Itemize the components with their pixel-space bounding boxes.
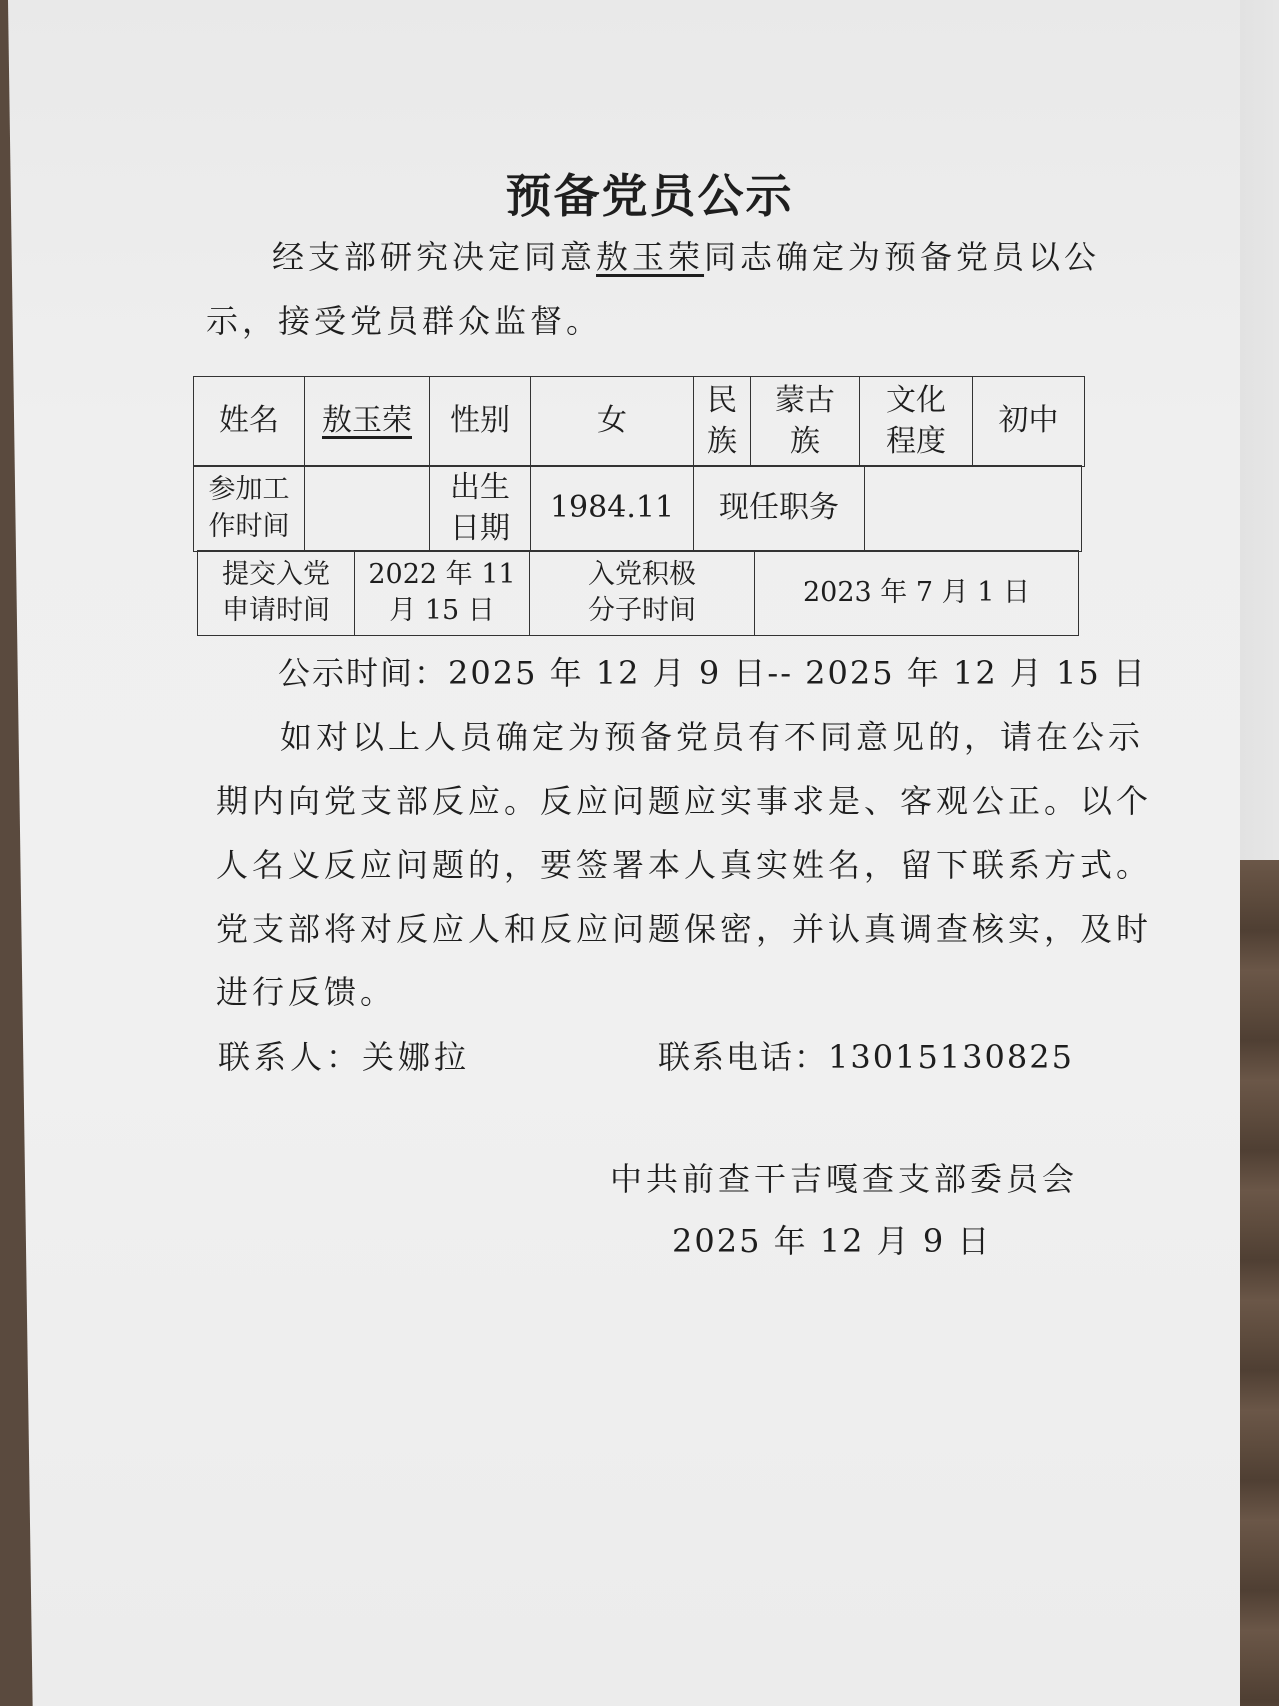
ethnic-value-line-2: 族: [790, 423, 820, 459]
body-line-1: 如对以上人员确定为预备党员有不同意见的，请在公示: [280, 718, 1145, 756]
notice-title: 预备党员公示: [505, 169, 794, 223]
ethnic-label-line-1: 民: [707, 383, 737, 418]
gender-label: 性别: [430, 377, 531, 467]
name-value: [305, 377, 430, 467]
birth-value: 1984.11: [531, 466, 694, 552]
apply-time-value-line-1: 2022 年 11: [368, 558, 516, 590]
body-line-2: 期内向党支部反应。反应问题应实事求是、客观公正。以个: [216, 782, 1153, 820]
body-line-4: 党支部将对反应人和反应问题保密，并认真调查核实，及时: [216, 910, 1153, 948]
info-table-row-3: [197, 550, 1079, 636]
gender-value: 女: [531, 377, 694, 467]
education-label-line-1: 文化: [886, 383, 946, 418]
work-time-label: [194, 466, 305, 552]
name-label: 姓名: [194, 377, 305, 467]
activist-time-label-line-2: 分子时间: [588, 595, 696, 626]
intro-line-2: 示，接受党员群众监督。: [206, 302, 603, 340]
apply-time-value: [355, 551, 530, 636]
ethnic-value: [751, 377, 860, 467]
birth-label-line-2: 日期: [450, 510, 510, 546]
contact-person: 联系人：关娜拉: [218, 1038, 471, 1076]
work-time-value: [305, 466, 430, 552]
info-table-row-1: [193, 376, 1085, 467]
education-label-line-2: 程度: [886, 423, 946, 459]
activist-time-label-line-1: 入党积极: [588, 558, 696, 590]
activist-time-label: [530, 551, 755, 636]
intro-member-name: 敖玉荣: [596, 238, 705, 276]
birth-label: [430, 466, 531, 552]
issuing-organization: 中共前查干吉嘎查支部委员会: [610, 1160, 1079, 1198]
work-time-label-line-2: 作时间: [208, 510, 290, 542]
education-value: 初中: [973, 377, 1085, 467]
info-table-row-2: [193, 465, 1082, 552]
body-line-5: 进行反馈。: [216, 973, 397, 1011]
name-value-text: 敖玉荣: [322, 403, 412, 439]
apply-time-label: [198, 551, 355, 636]
contact-phone: 联系电话：13015130825: [658, 1038, 1074, 1076]
ethnic-value-line-1: 蒙古: [775, 383, 835, 418]
apply-time-value-line-2: 月 15 日: [389, 595, 495, 626]
post-value: [865, 466, 1082, 552]
ethnic-label: [694, 377, 751, 467]
publicity-period: 公示时间：2025 年 12 月 9 日-- 2025 年 12 月 15 日: [278, 654, 1147, 692]
ethnic-label-line-2: 族: [707, 423, 737, 459]
apply-time-label-line-1: 提交入党: [222, 558, 330, 590]
intro-line-1: [272, 232, 1100, 278]
birth-label-line-1: 出生: [450, 470, 510, 505]
apply-time-label-line-2: 申请时间: [222, 595, 330, 626]
work-time-label-line-1: 参加工: [208, 474, 290, 506]
activist-time-value: 2023 年 7 月 1 日: [755, 551, 1079, 636]
intro-prefix: 经支部研究决定同意: [272, 238, 597, 276]
issue-date: 2025 年 12 月 9 日: [672, 1222, 992, 1260]
education-label: [860, 377, 973, 467]
post-label: 现任职务: [694, 466, 865, 552]
body-line-3: 人名义反应问题的，要签署本人真实姓名，留下联系方式。: [216, 846, 1153, 884]
intro-suffix: 同志确定为预备党员以公: [704, 238, 1101, 276]
